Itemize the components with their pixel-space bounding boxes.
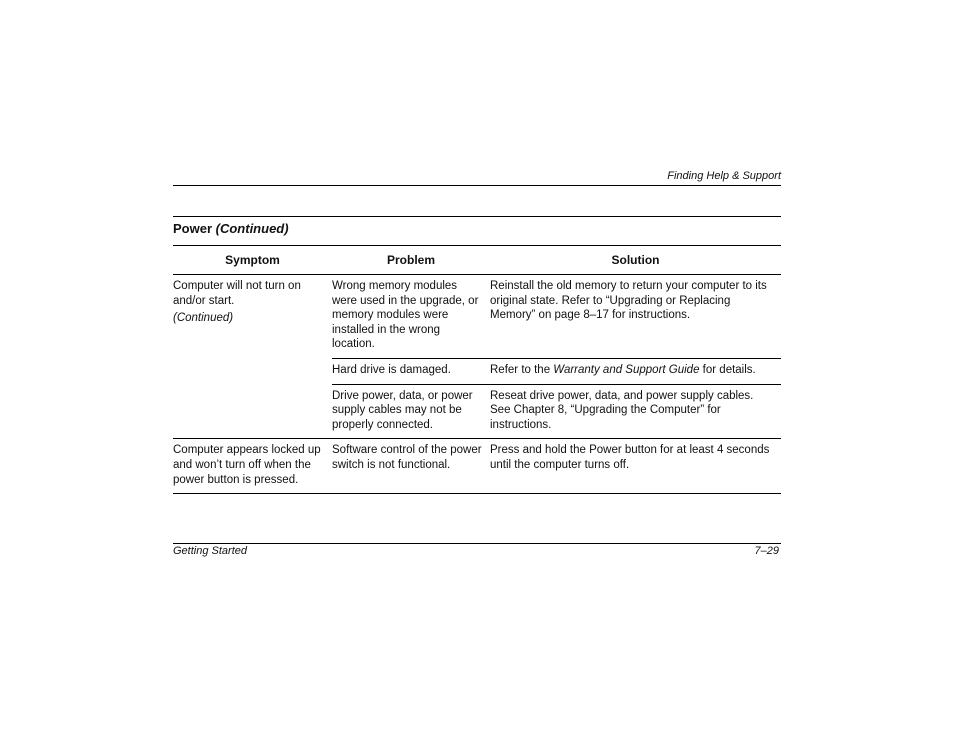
header-rule: [173, 185, 781, 186]
troubleshooting-table: [173, 245, 781, 494]
problem-cell: Drive power, data, or power supply cables may not be properly connected.: [332, 384, 490, 439]
table-row: [173, 275, 781, 359]
column-header-problem: Problem: [332, 246, 490, 275]
table-header-row: [173, 246, 781, 275]
problem-cell: Wrong memory modules were used in the upgrade, or memory modules were installed in the wrong location.: [332, 275, 490, 359]
symptom-cell: Computer appears locked up and won’t turn off when the power button is pressed.: [173, 439, 332, 494]
section-title: [173, 216, 781, 245]
column-header-solution: Solution: [490, 246, 781, 275]
solution-text: Refer to the: [490, 363, 554, 376]
table-row: [173, 439, 781, 494]
troubleshooting-section: [173, 216, 781, 494]
symptom-continued-note: (Continued): [173, 312, 234, 325]
column-header-symptom: Symptom: [173, 246, 332, 275]
problem-cell: Software control of the power switch is not functional.: [332, 439, 490, 494]
page-number: 7–29: [754, 545, 779, 557]
problem-cell: Hard drive is damaged.: [332, 358, 490, 384]
symptom-text: Computer will not turn on and/or start.: [173, 280, 301, 307]
symptom-cell: [173, 275, 332, 439]
warranty-guide-title: Warranty and Support Guide: [553, 363, 700, 376]
solution-text: for details.: [699, 363, 756, 376]
solution-cell: Reseat drive power, data, and power supply cables. See Chapter 8, “Upgrading the Computer” for instructions.: [490, 384, 781, 439]
footer-book-title: Getting Started: [173, 545, 247, 557]
footer-rule: [173, 543, 781, 544]
solution-cell: Press and hold the Power button for at least 4 seconds until the computer turns off.: [490, 439, 781, 494]
section-title-main: Power: [173, 221, 213, 236]
solution-cell: Reinstall the old memory to return your computer to its original state. Refer to “Upgrading or Replacing Memory” on page 8–17 for instructions.: [490, 275, 781, 359]
solution-cell: [490, 358, 781, 384]
section-title-suffix: (Continued): [215, 221, 289, 236]
running-header: Finding Help & Support: [667, 170, 781, 182]
